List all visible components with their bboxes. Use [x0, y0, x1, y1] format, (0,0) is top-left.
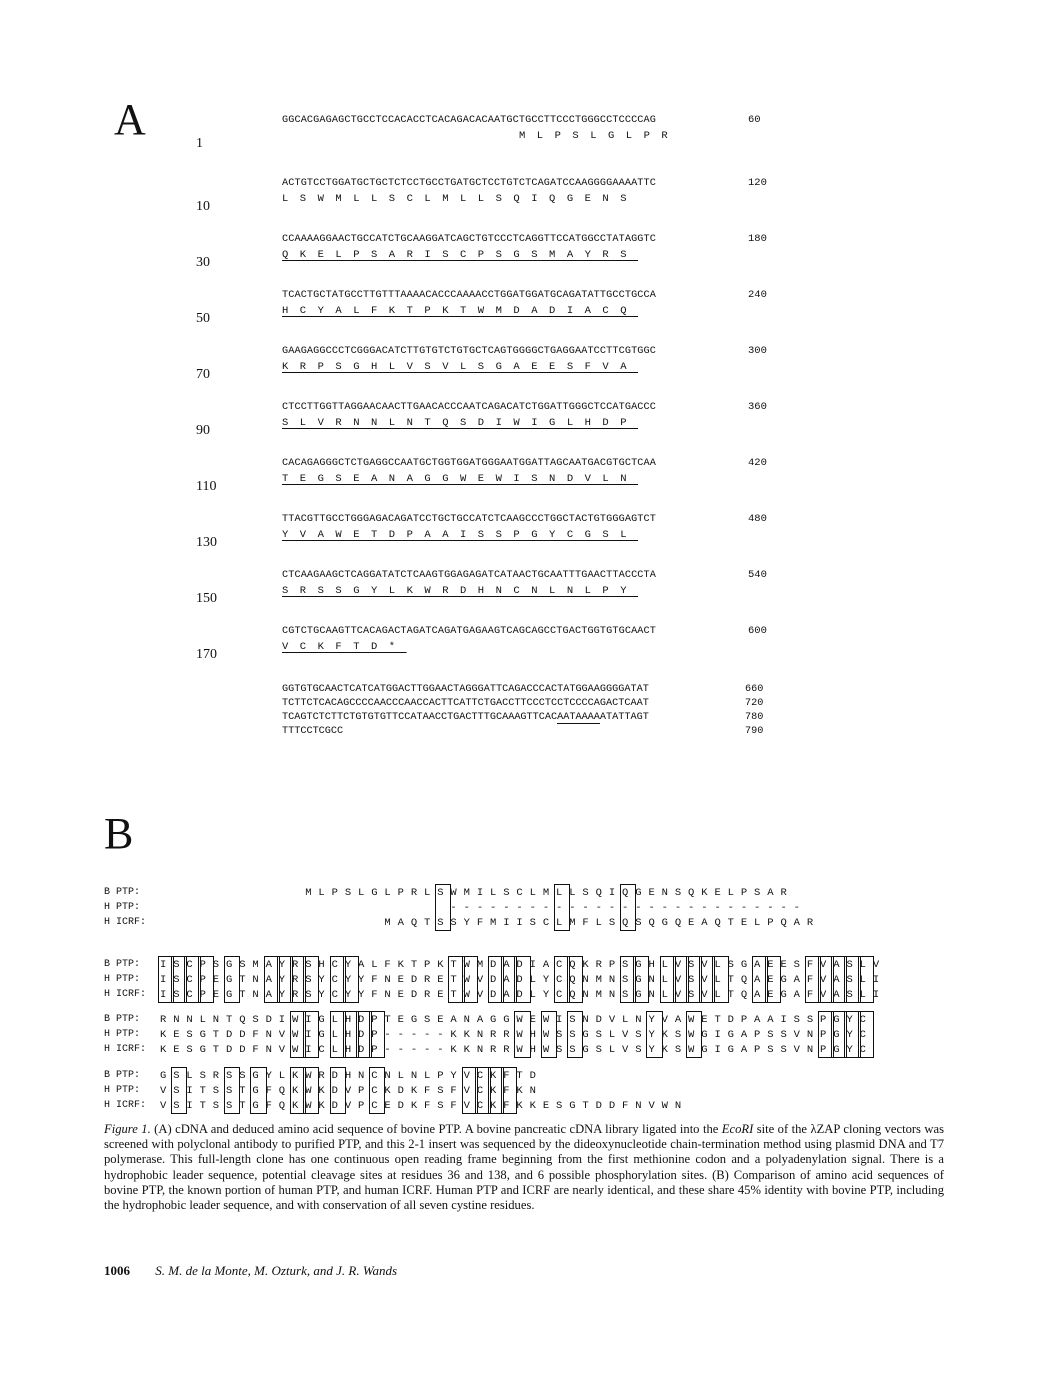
alignment-block — [104, 957, 886, 1002]
caption-text: site of the λZAP cloning vectors was screened with polyclonal antibody to purified PTP, and this 2-1 insert was sequenced by the dideoxynucleotide chain-termination method using plasmid DNA and T7 polymerase. This full-length clone has one continuous open reading frame beginning from the first methionine codon and a polyadenylation signal. There is a hydrophobic leader sequence, potential cleavage sites at residues 36 and 138, and 6 possible phosphorylation sites. (B) Comparison of amino acid sequences of bovine PTP, the known portion of human PTP, and human ICRF. Human PTP and ICRF are nearly identical, and these share 45% identity with bovine PTP, including the hydrophobic leader sequence, and with conservation of all seven cystine residues. — [104, 1122, 945, 1213]
alignment-row — [104, 900, 820, 915]
conserved-residue-box — [171, 1067, 187, 1114]
sequence-block — [282, 569, 802, 599]
sequence-label: B PTP: — [104, 887, 141, 898]
sequence-label: H PTP: — [104, 1085, 141, 1096]
amino-acid-line: MLPSLGLPR — [519, 130, 680, 142]
nucleotide-line: ACTGTCCTGGATGCTGCTCTCCTGCCTGATGCTCCTGTCTCAGATCCAAGGGGAAAATTC — [282, 178, 657, 189]
sequence-block — [282, 401, 802, 431]
utr-segment: ATATTAGT — [599, 712, 649, 723]
conserved-residue-box — [858, 1011, 874, 1058]
amino-acid-line: LSWMLLSCLMLLSQIQGENS — [282, 193, 639, 205]
aligned-sequence: --------------------------- — [160, 901, 807, 914]
nucleotide-line: CACAGAGGGCTCTGAGGCCAATGCTGGTGGATGGGAATGGATTAGCAATGACGTGCTCAA — [282, 458, 657, 469]
conserved-residue-box — [712, 956, 728, 1003]
conserved-residue-box — [858, 956, 874, 1003]
conserved-residue-box — [303, 1067, 319, 1114]
panel-b-label: B — [104, 809, 134, 858]
nucleotide-position: 180 — [748, 233, 767, 245]
conserved-residue-box — [224, 956, 240, 1003]
alignment-row — [104, 1042, 873, 1057]
caption-lead: Figure 1. — [104, 1122, 151, 1136]
conserved-residue-box — [514, 956, 530, 1003]
nucleotide-line: CTCCTTGGTTAGGAACAACTTGAACACCCAATCAGACATCTGGATTGGGCTCCATGACCC — [282, 402, 657, 413]
utr-positions — [745, 683, 763, 739]
utr-position: 660 — [745, 684, 764, 695]
conserved-residue-box — [369, 1011, 385, 1058]
conserved-residue-box — [567, 956, 583, 1003]
utr-position: 790 — [745, 726, 764, 737]
nucleotide-position: 360 — [748, 401, 767, 413]
aligned-sequence: GSLSRSSGYLKWRDHNCNLNLPYVCKFTD — [160, 1069, 543, 1082]
amino-acid-line: SLVRNNLNTQSDIWIGLHDP — [282, 417, 639, 429]
caption-text: (A) cDNA and deduced amino acid sequence of bovine PTP. A bovine pancreatic cDNA library ligated into the — [150, 1122, 722, 1136]
sequence-block — [282, 177, 802, 207]
alignment-row — [104, 1068, 688, 1083]
alignment-row — [104, 915, 820, 930]
conserved-residue-box — [343, 956, 359, 1003]
nucleotide-position: 300 — [748, 345, 767, 357]
residue-number: 170 — [196, 647, 217, 662]
sequence-block — [282, 114, 802, 144]
amino-acid-line: HCYALFKTPKTWMDADIACQ — [282, 305, 639, 317]
conserved-residue-box — [554, 884, 570, 931]
utr-line: TCTTCTCACAGCCCCAACCCAACCACTTCATTCTGACCTTCCCTCCTCCCCAGACTCAAT — [282, 698, 649, 709]
residue-number: 1 — [196, 136, 203, 151]
sequence-label: H ICRF: — [104, 917, 147, 928]
figure-caption — [104, 1122, 944, 1213]
aligned-sequence: ISCPEGTNAYRSYCYYFNEDRETWVDADLYCQNMNSGNLVSVLTQAEGAFVASLI — [160, 973, 887, 986]
alignment-block — [104, 885, 820, 930]
sequence-label: H ICRF: — [104, 989, 147, 1000]
aligned-sequence: ISCPEGTNAYRSYCYYFNEDRETWVDADLYCQNMNSGNLVSVLTQAEGAFVASLI — [160, 988, 887, 1001]
conserved-residue-box — [765, 956, 781, 1003]
conserved-residue-box — [567, 1011, 583, 1058]
nucleotide-line: CCAAAAGGAACTGCCATCTGCAAGGATCAGCTGTCCCTCAGGTTCCATGGCCTATAGGTC — [282, 234, 657, 245]
nucleotide-line: GAAGAGGCCCTCGGGACATCTTGTGTCTGTGCTCAGTGGGGCTGAGGAATCCTTCGTGGC — [282, 346, 657, 357]
conserved-residue-box — [620, 884, 636, 931]
utr-position: 720 — [745, 698, 764, 709]
alignment-row — [104, 1012, 873, 1027]
sequence-block — [282, 457, 802, 487]
aligned-sequence: VSITSSTGFQKWKDVPCEDKFSFVCKFKKESGTDDFNVWN — [160, 1099, 689, 1112]
residue-number: 110 — [196, 479, 217, 494]
sequence-label: H PTP: — [104, 974, 141, 985]
residue-number: 90 — [196, 423, 210, 438]
amino-acid-line: TEGSEANAGGWEWISNDVLN — [282, 473, 639, 485]
nucleotide-position: 60 — [748, 114, 761, 126]
conserved-residue-box — [369, 1067, 385, 1114]
alignment-row — [104, 1098, 688, 1113]
aligned-sequence: KESGTDDFNVWIGLHDP-----KKNRRWHWSSGSLVSYKSWGIGAPSSVNPGYC — [160, 1028, 873, 1041]
authors: S. M. de la Monte, M. Ozturk, and J. R. Wands — [155, 1263, 398, 1278]
sequence-label: H ICRF: — [104, 1044, 147, 1055]
conserved-residue-box — [501, 1067, 517, 1114]
utr-line — [282, 711, 649, 725]
panel-a-label: A — [114, 95, 146, 144]
sequence-block — [282, 233, 802, 263]
residue-number: 70 — [196, 367, 210, 382]
nucleotide-position: 420 — [748, 457, 767, 469]
residue-number: 150 — [196, 591, 217, 606]
sequence-block — [282, 345, 802, 375]
conserved-residue-box — [250, 1067, 266, 1114]
conserved-residue-box — [686, 1011, 702, 1058]
residue-number: 130 — [196, 535, 217, 550]
nucleotide-line: CGTCTGCAAGTTCACAGACTAGATCAGATGAGAAGTCAGCAGCCTGACTGGTGTGCAACT — [282, 626, 657, 637]
sequence-block — [282, 513, 802, 543]
nucleotide-line: CTCAAGAAGCTCAGGATATCTCAAGTGGAGAGATCATAACTGCAATTTGAACTTACCCTA — [282, 570, 657, 581]
conserved-residue-box — [303, 1011, 319, 1058]
amino-acid-line: QKELPSARISCPSGSMAYRS — [282, 249, 639, 261]
alignment-row — [104, 1027, 873, 1042]
amino-acid-line: KRPSGHLVSVLSGAEESFVA — [282, 361, 639, 373]
aligned-sequence: MAQTSSYFMIISCLMFLSQSQGQEAQTELPQAR — [160, 916, 821, 929]
nucleotide-position: 600 — [748, 625, 767, 637]
aligned-sequence: ISCPSGSMAYRSHCYALFKTPKTWMDADIACQKRPSGHLVSVLSGAEESFVASLV — [160, 958, 887, 971]
three-prime-utr — [282, 683, 649, 739]
conserved-residue-box — [541, 1011, 557, 1058]
conserved-residue-box — [330, 1067, 346, 1114]
residue-number: 50 — [196, 311, 210, 326]
polyadenylation-signal: AATAAAA — [557, 712, 600, 723]
utr-line: TTTCCTCGCC — [282, 726, 344, 737]
conserved-residue-box — [646, 1011, 662, 1058]
sequence-label: B PTP: — [104, 1070, 141, 1081]
conserved-residue-box — [462, 956, 478, 1003]
alignment-row — [104, 1083, 688, 1098]
sequence-label: B PTP: — [104, 959, 141, 970]
conserved-residue-box — [514, 1011, 530, 1058]
nucleotide-position: 240 — [748, 289, 767, 301]
page-footer — [104, 1263, 397, 1279]
nucleotide-position: 480 — [748, 513, 767, 525]
nucleotide-line: GGCACGAGAGCTGCCTCCACACCTCACAGACACAATGCTGCCTTCCCTGGGCCTCCCCAG — [282, 115, 657, 126]
alignment-row — [104, 885, 820, 900]
aligned-sequence: KESGTDDFNVWICLHDP-----KKNRRWHWSSGSLVSYKSWGIGAPSSVNPGYC — [160, 1043, 873, 1056]
residue-number: 10 — [196, 199, 210, 214]
caption-ecori: EcoRI — [721, 1122, 754, 1136]
amino-acid-line: VCKFTD* — [282, 641, 407, 653]
residue-number: 30 — [196, 255, 210, 270]
sequence-block — [282, 625, 802, 655]
sequence-block — [282, 289, 802, 319]
alignment-block — [104, 1012, 873, 1057]
amino-acid-line: SRSSGYLKWRDHNCNLNLPY — [282, 585, 639, 597]
conserved-residue-box — [303, 956, 319, 1003]
sequence-label: H PTP: — [104, 902, 141, 913]
nucleotide-position: 120 — [748, 177, 767, 189]
amino-acid-line: YVAWETDPAAISSPGYCGSL — [282, 529, 639, 541]
sequence-label: H PTP: — [104, 1029, 141, 1040]
conserved-residue-box — [435, 884, 451, 931]
sequence-label: H ICRF: — [104, 1100, 147, 1111]
aligned-sequence: VSITSSTGFQKWKDVPCKDKFSFVCKFKN — [160, 1084, 543, 1097]
utr-line: GGTGTGCAACTCATCATGGACTTGGAACTAGGGATTCAGACCCACTATGGAAGGGGATAT — [282, 684, 649, 695]
nucleotide-position: 540 — [748, 569, 767, 581]
nucleotide-line: TTACGTTGCCTGGGAGACAGATCCTGCTGCCATCTCAAGCCCTGGCTACTGTGGGAGTCT — [282, 514, 657, 525]
utr-segment: TCAGTCTCTTCTGTGTGTTCCATAACCTGACTTTGCAAAGTTCAC — [282, 712, 558, 723]
aligned-sequence: MLPSLGLPRLSWMILSCLMLLSQIQGENSQKELPSAR — [160, 886, 794, 899]
alignment-block — [104, 1068, 688, 1113]
conserved-residue-box — [224, 1067, 240, 1114]
conserved-residue-box — [633, 956, 649, 1003]
conserved-residue-box — [198, 956, 214, 1003]
page-number: 1006 — [104, 1263, 130, 1278]
utr-position: 780 — [745, 712, 764, 723]
sequence-label: B PTP: — [104, 1014, 141, 1025]
nucleotide-line: TCACTGCTATGCCTTGTTTAAAACACCCAAAACCTGGATGGATGCAGATATTGCCTGCCA — [282, 290, 657, 301]
aligned-sequence: RNNLNTQSDIWIGLHDPTEGSEANAGGWEWISNDVLNYVAWETDPAAISSPGYC — [160, 1013, 873, 1026]
